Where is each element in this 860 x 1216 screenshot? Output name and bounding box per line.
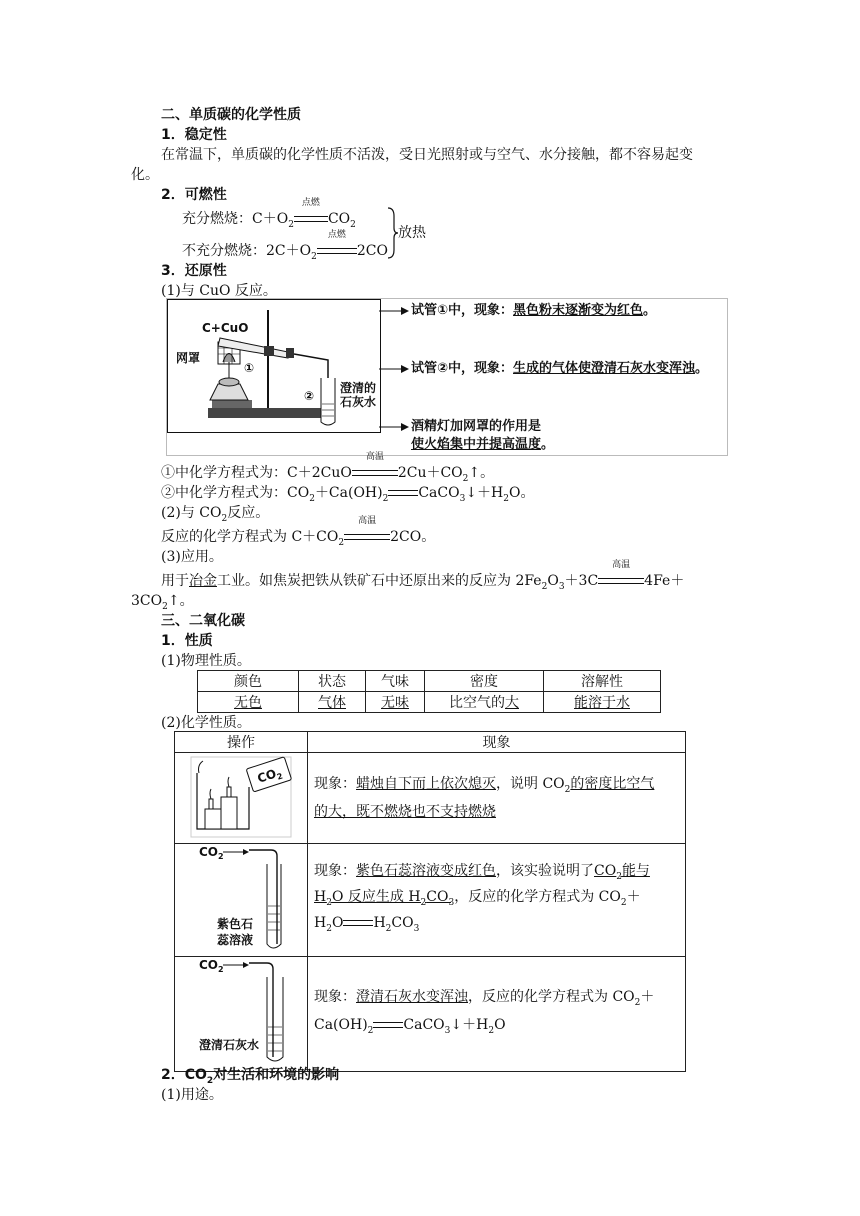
equation-c-co2: 反应的化学方程式为 $C+CO_2$ 高温 2CO。 xyxy=(161,516,436,548)
physical-properties-table xyxy=(197,670,661,713)
sub-co2-reaction: (2)与 $CO_2$反应。 xyxy=(161,505,270,524)
header-solubility: 溶解性 xyxy=(544,671,661,692)
tube2-label: ② xyxy=(304,389,315,403)
co2-bottle-label: $CO_2$ xyxy=(255,766,284,786)
litmus-tube-figure xyxy=(175,844,305,952)
litmus-label-2: 蕊溶液 xyxy=(217,933,254,947)
apparatus-drawing xyxy=(167,299,381,433)
op-candle-cell xyxy=(175,753,308,844)
subheading-stability: 1．稳定性 xyxy=(161,127,227,143)
candle-beaker-figure xyxy=(175,753,305,839)
limewater-tube-label: 澄清石灰水 xyxy=(199,1038,260,1052)
annotation-net-2: 使火焰集中并提高温度。 xyxy=(411,437,555,452)
value-density: 比空气的大 xyxy=(425,692,544,713)
header-phenomenon: 现象 xyxy=(308,732,686,753)
value-odor: 无味 xyxy=(366,692,425,713)
value-color: 无色 xyxy=(198,692,299,713)
header-color: 颜色 xyxy=(198,671,299,692)
subheading-co2-impact: 2．$CO_2$对生活和环境的影响 xyxy=(161,1067,340,1086)
sub-application: (3)应用。 xyxy=(161,549,223,565)
phenomenon-limewater: 现象：澄清石灰水变浑浊，反应的化学方程式为 $CO_2+$ $Ca(OH)_2$ $CaCO_3↓+H_2O$ xyxy=(308,957,686,1072)
annotation-arrows xyxy=(379,299,409,439)
annotation-net: 酒精灯加网罩的作用是 xyxy=(411,419,542,434)
application-text-cont: $3CO_2↑$。 xyxy=(131,593,194,612)
op-litmus-cell xyxy=(175,844,308,957)
apparatus-figure xyxy=(166,298,728,456)
subheading-properties: 1．性质 xyxy=(161,633,213,649)
equation-partial-combustion: 不充分燃烧：$2C+O_2$ 点燃 2CO xyxy=(182,230,388,262)
limewater-label-1: 澄清的 xyxy=(340,381,377,395)
value-solubility: 能溶于水 xyxy=(544,692,661,713)
sub-uses: (1)用途。 xyxy=(161,1087,223,1103)
limewater-tube-figure xyxy=(175,957,305,1067)
phenomenon-litmus: 现象：紫色石蕊溶液变成红色，该实验说明了$CO_2$能与 $H_2O$ 反应生成 $H_2CO_3$，反应的化学方程式为 $CO_2+$ $H_2O$ $H_2CO_3$ xyxy=(308,844,686,957)
net-label: 网罩 xyxy=(176,351,201,365)
co2-inlet-label: $CO_2$ xyxy=(199,845,224,861)
header-odor: 气味 xyxy=(366,671,425,692)
paragraph-stability: 在常温下，单质碳的化学性质不活泼，受日光照射或与空气、水分接触，都不容易起变 xyxy=(161,147,693,163)
limewater-label-2: 石灰水 xyxy=(340,395,377,409)
sub-cuo-reaction: (1)与 CuO 反应。 xyxy=(161,283,277,299)
value-state: 气体 xyxy=(299,692,366,713)
op-lime-cell xyxy=(175,957,308,1072)
subheading-reducibility: 3．还原性 xyxy=(161,263,227,279)
subheading-combustibility: 2．可燃性 xyxy=(161,187,227,203)
equation-full-combustion: 充分燃烧：$C+O_2$ 点燃 $CO_2$ xyxy=(182,198,356,230)
co2-inlet-label-2: $CO_2$ xyxy=(199,958,224,974)
header-operation: 操作 xyxy=(175,732,308,753)
paragraph-stability-cont: 化。 xyxy=(131,167,159,183)
application-text: 用于冶金工业。如焦炭把铁从铁矿石中还原出来的反应为 $2Fe_2O_3+3C$ 高温 4Fe＋ xyxy=(161,560,685,592)
header-density: 密度 xyxy=(425,671,544,692)
reagent-label: C+CuO xyxy=(202,321,249,335)
header-state: 状态 xyxy=(299,671,366,692)
section-heading-carbon: 二、单质碳的化学性质 xyxy=(161,107,301,123)
release-heat-label: 放热 xyxy=(398,225,426,241)
chemical-properties-table xyxy=(174,731,686,1072)
phenomenon-candle: 现象：蜡烛自下而上依次熄灭，说明 $CO_2$的密度比空气 的大，既不燃烧也不支持燃烧 xyxy=(308,753,686,844)
tube1-label: ① xyxy=(244,361,255,375)
sub-chemical: (2)化学性质。 xyxy=(161,715,251,731)
annotation-tube2: 试管②中，现象：生成的气体使澄清石灰水变浑浊。 xyxy=(411,361,709,376)
section-heading-co2: 三、二氧化碳 xyxy=(161,613,245,629)
sub-physical: (1)物理性质。 xyxy=(161,653,251,669)
equation-cuo: ①中化学方程式为：C＋2CuO 高温 $2Cu+CO_2↑$。 xyxy=(161,452,495,484)
litmus-label-1: 紫色石 xyxy=(217,917,254,931)
equation-limewater: ②中化学方程式为：$CO_2+Ca(OH)_2$ $CaCO_3↓+H_2O$。 xyxy=(161,485,535,504)
annotation-tube1: 试管①中，现象：黑色粉末逐渐变为红色。 xyxy=(411,303,657,318)
